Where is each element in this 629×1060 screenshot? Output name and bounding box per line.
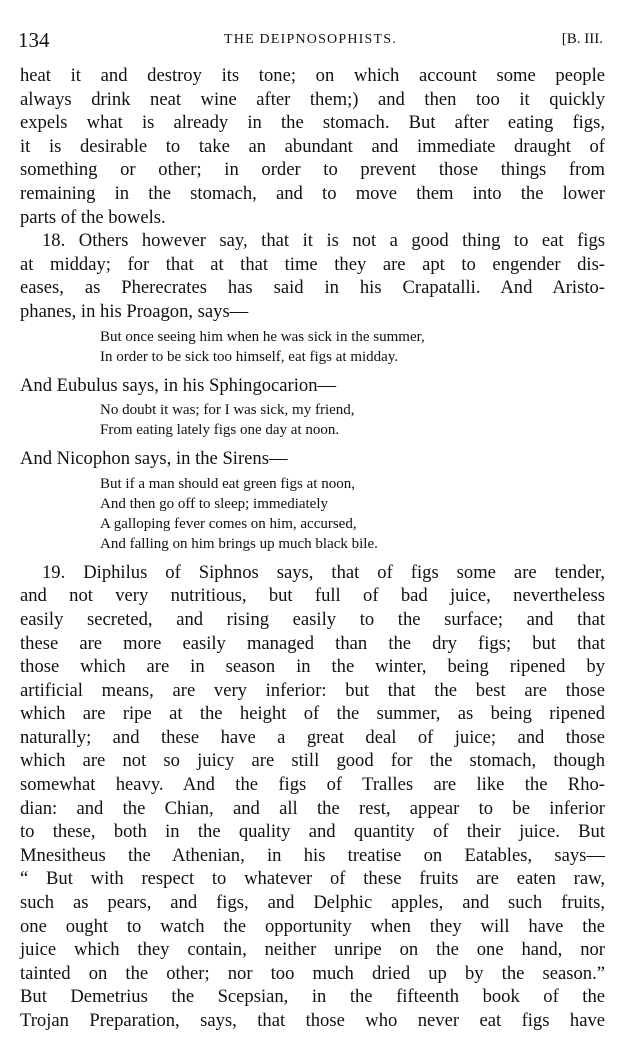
verse-line: And falling on him brings up much black bile. [100,535,378,552]
paragraph-19 [20,561,605,1033]
paragraph-continuation [20,64,605,229]
page-body [20,64,605,1033]
verse-line: But once seeing him when he was sick in the summer, [100,328,425,345]
text-line: parts of the bowels. [20,206,166,228]
text-line: heat it and destroy its tone; on which account some people [20,65,605,86]
verse-line: No doubt it was; for I was sick, my friend, [100,402,355,419]
running-title: THE DEIPNOSOPHISTS. [224,32,397,47]
text-line: expels what is already in the stomach. But after eating figs, [20,112,605,134]
text-line: which are not so juicy are still good for the stomach, though [20,750,605,772]
text-line: something or other; in order to prevent those things from [20,159,605,181]
verse-line: In order to be sick too himself, eat figs at midday. [100,348,399,365]
text-line: “ But with respect to whatever of these fruits are eaten raw, [20,868,605,890]
text-line: eases, as Pherecrates has said in his Crapatalli. And Aristo- [20,277,605,299]
text-line: which are ripe at the height of the summer, as being ripened [20,703,605,725]
text-line: one ought to watch the opportunity when they will have the [20,915,605,937]
text-line: phanes, in his Proagon, says— [20,300,249,322]
text-line: dian: and the Chian, and all the rest, appear to be inferior [20,797,605,819]
text-line: remaining in the stomach, and to move them into the lower [20,182,605,204]
text-line: tainted on the other; nor too much dried up by the season.” [20,962,605,984]
text-line: always drink neat wine after them;) and then too it quickly [20,88,605,110]
text-line: those which are in season in the winter, being ripened by [20,656,605,678]
text-line: easily secreted, and rising easily to the surface; and that [20,608,605,630]
text-line: And Eubulus says, in his Sphingocarion— [20,374,337,396]
verse-line: And then go off to sleep; immediately [100,495,329,512]
page-number: 134 [18,28,50,52]
verse-quotation [20,474,605,554]
verse-line: From eating lately figs one day at noon. [100,422,340,439]
text-line: 19. Diphilus of Siphnos says, that of figs some are tender, [42,561,605,583]
text-line: and not very nutritious, but full of bad juice, nevertheless [20,585,605,607]
text-line: naturally; and these have a great deal of juice; and those [20,726,605,748]
running-header [18,28,603,52]
text-line: And Nicophon says, in the Sirens— [20,448,288,470]
text-line: 18. Others however say, that it is not a good thing to eat figs [42,230,605,252]
text-line: such as pears, and figs, and Delphic apples, and such fruits, [20,892,605,914]
text-line: at midday; for that at that time they are apt to engender dis- [20,253,605,275]
text-line: But Demetrius the Scepsian, in the fifteenth book of the [20,986,605,1008]
text-line: it is desirable to take an abundant and immediate draught of [20,135,605,157]
text-line: artificial means, are very inferior: but that the best are those [20,679,605,701]
text-line: these are more easily managed than the dry figs; but that [20,632,605,654]
book-reference: [B. III. [561,31,603,47]
text-line: Trojan Preparation, says, that those who never eat figs have [20,1010,605,1031]
text-line: to these, both in the quality and quantity of their juice. But [20,821,605,843]
text-line: Mnesitheus the Athenian, in his treatise on Eatables, says— [20,844,605,866]
text-line: juice which they contain, neither unripe on the one hand, nor [20,939,605,961]
verse-quotation [20,327,605,367]
verse-line: A galloping fever comes on him, accursed, [100,515,357,532]
verse-quotation [20,400,605,440]
paragraph-18 [20,229,605,323]
text-line: somewhat heavy. And the figs of Tralles are like the Rho- [20,774,605,796]
verse-line: But if a man should eat green figs at noon, [100,475,355,492]
